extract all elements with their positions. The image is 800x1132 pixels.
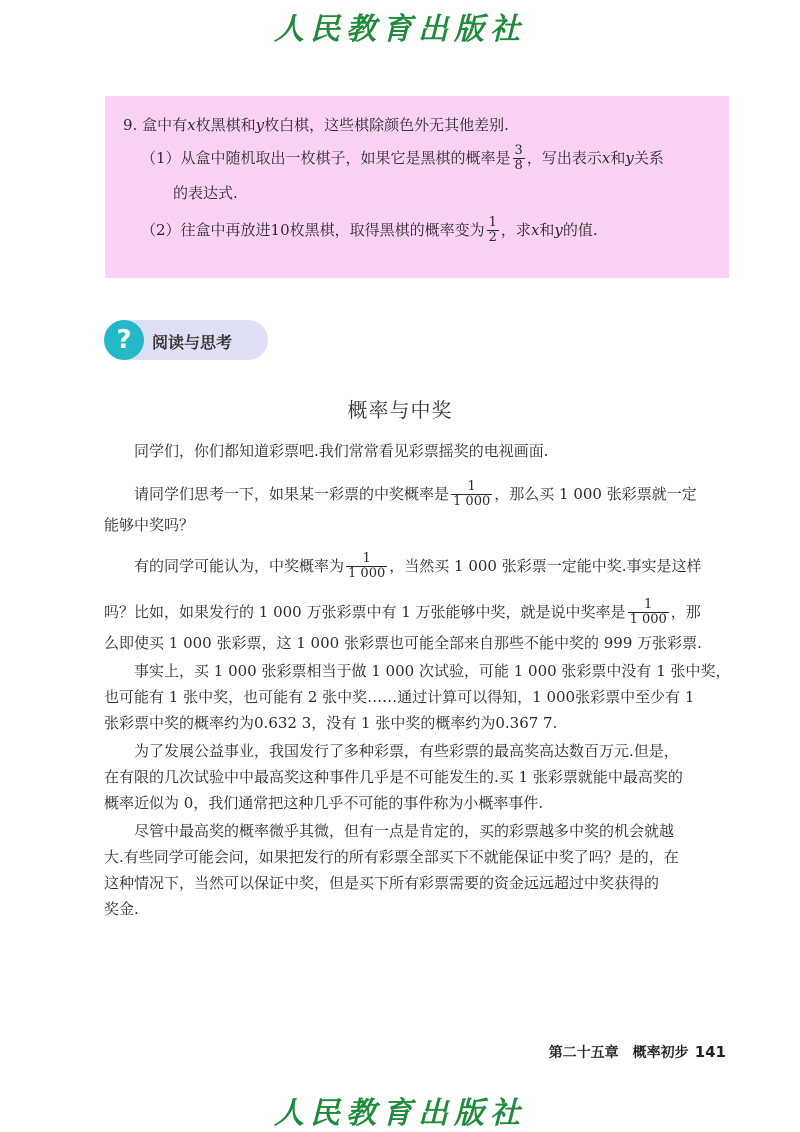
- paragraph-3: 有的同学可能认为，中奖概率为 $\frac{1}{1 000}$ ，当然买 1 000 张彩票一定能中奖.事实是这样: [134, 551, 702, 582]
- fraction: $\frac{1}{1 000}$: [629, 597, 667, 628]
- fraction: $\frac{1}{1 000}$: [453, 479, 491, 510]
- fraction: $\frac{1}{2}$: [488, 215, 497, 246]
- exercise-number: 9.: [123, 116, 138, 134]
- exercise-part-1-cont: 的表达式.: [173, 184, 238, 202]
- paragraph-5-line-3: 概率近似为 0，我们通常把这种几乎不可能的事件称为小概率事件.: [104, 794, 544, 812]
- paragraph-3-line-3: 么即使买 1 000 张彩票，这 1 000 张彩票也可能全部来自那些不能中奖的 999 万张彩票.: [104, 634, 702, 652]
- paragraph-5-line-2: 在有限的几次试验中中最高奖这种事件几乎是不可能发生的.买 1 张彩票就能中最高奖的: [104, 768, 683, 786]
- exercise-box: [105, 96, 729, 278]
- paragraph-2-cont: 能够中奖吗？: [104, 516, 195, 534]
- chapter-title: 第二十五章 概率初步: [548, 1045, 689, 1061]
- section-banner: [104, 320, 268, 360]
- paragraph-1: 同学们，你们都知道彩票吧.我们常常看见彩票摇奖的电视画面.: [134, 442, 549, 460]
- paragraph-5: 为了发展公益事业，我国发行了多种彩票，有些彩票的最高奖高达数百万元.但是，: [134, 742, 679, 760]
- paragraph-6-line-2: 大.有些同学可能会问，如果把发行的所有彩票全部买下不就能保证中奖了吗？是的，在: [104, 848, 679, 866]
- paragraph-4-line-2: 也可能有 1 张中奖，也可能有 2 张中奖……通过计算可以得知，1 000张彩票中至少有 1: [104, 688, 695, 706]
- publisher-logo-top: 人民教育出版社: [274, 12, 526, 47]
- paragraph-2: 请同学们思考一下，如果某一彩票的中奖概率是 $\frac{1}{1 000}$ ，那么买 1 000 张彩票就一定: [134, 479, 697, 510]
- paragraph-3-line-2: 吗？比如，如果发行的 1 000 万张彩票中有 1 万张能够中奖，就是说中奖率是 $\frac{1}{1 000}$ ，那: [104, 597, 701, 628]
- question-icon: ?: [104, 320, 144, 360]
- fraction: $\frac{1}{1 000}$: [348, 551, 386, 582]
- article-title: 概率与中奖: [347, 398, 453, 422]
- paragraph-4-line-3: 张彩票中奖的概率约为0.632 3，没有 1 张中奖的概率约为0.367 7.: [104, 714, 558, 732]
- section-banner-label: 阅读与思考: [152, 333, 233, 352]
- exercise-line-1: 9. 盒中有x枚黑棋和y枚白棋，这些棋除颜色外无其他差别.: [123, 116, 509, 134]
- publisher-logo-bottom: 人民教育出版社: [274, 1096, 526, 1131]
- paragraph-4: 事实上，买 1 000 张彩票相当于做 1 000 次试验，可能 1 000 张彩票中没有 1 张中奖，: [134, 662, 731, 680]
- exercise-part-1: （1）从盒中随机取出一枚棋子，如果它是黑棋的概率是 $\frac{3}{8}$ ，写出表示x和y关系: [141, 143, 664, 174]
- paragraph-6-line-3: 这种情况下，当然可以保证中奖，但是买下所有彩票需要的资金远远超过中奖获得的: [104, 874, 660, 892]
- fraction: $\frac{3}{8}$: [514, 143, 523, 174]
- paragraph-6-line-4: 奖金.: [104, 900, 139, 918]
- exercise-part-2: （2）往盒中再放进10枚黑棋，取得黑棋的概率变为 $\frac{1}{2}$ ，求x和y的值.: [141, 215, 598, 246]
- page-number: 141: [694, 1043, 726, 1061]
- page-footer: [549, 1042, 726, 1062]
- paragraph-6: 尽管中最高奖的概率微乎其微，但有一点是肯定的，买的彩票越多中奖的机会就越: [134, 822, 675, 840]
